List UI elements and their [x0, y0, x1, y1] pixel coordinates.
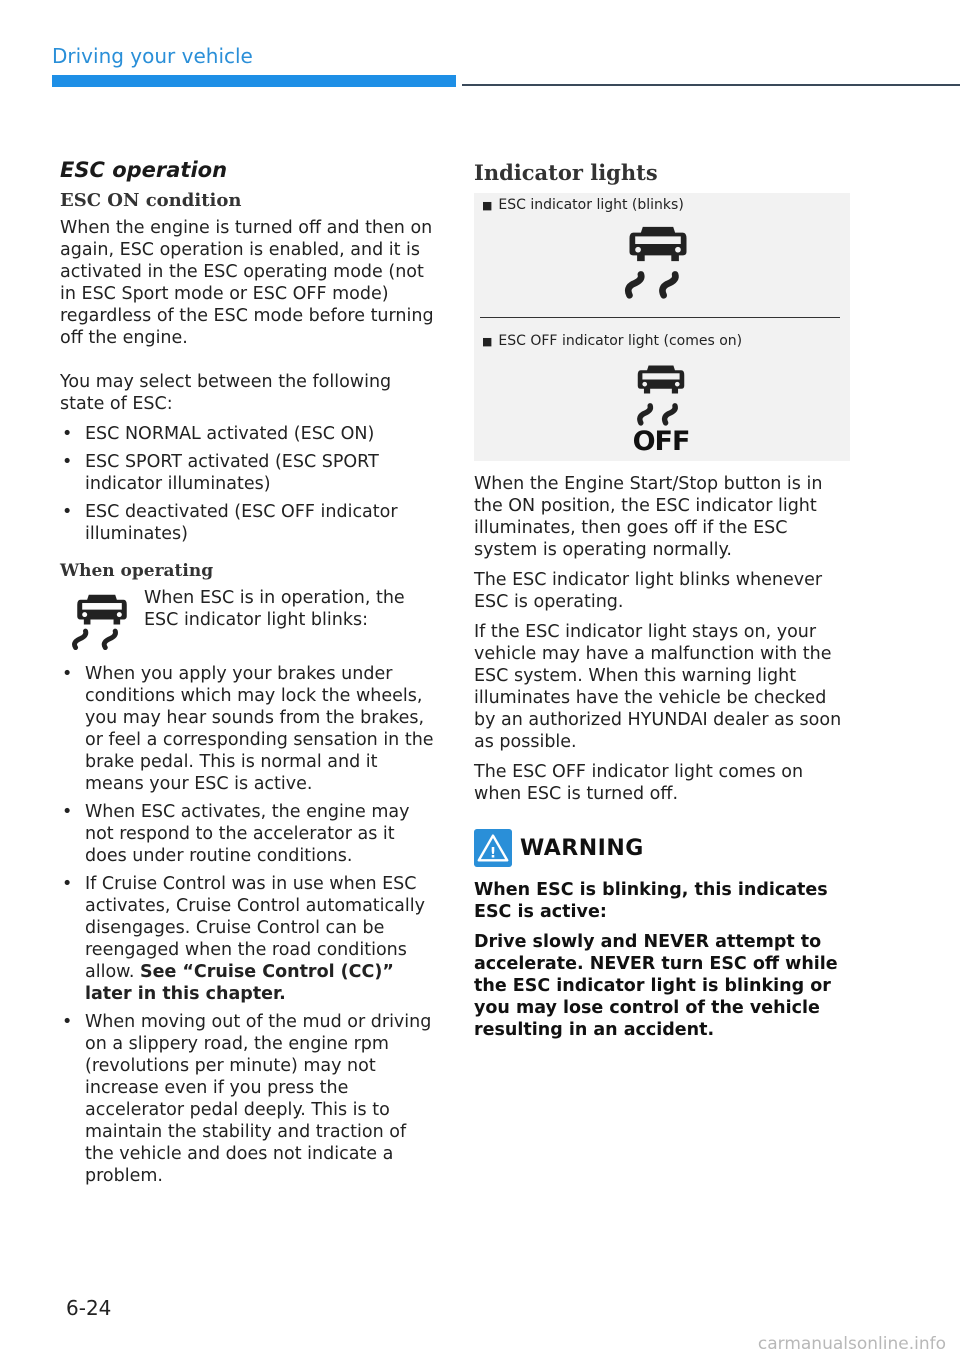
when-operating-text: When ESC is in operation, the ESC indicator light blinks: — [144, 588, 405, 630]
indicator-paragraph: If the ESC indicator light stays on, your vehicle may have a malfunction with the ESC system. When this warning light illuminates have the vehicle be checked by an authorized HYUNDAI dealer as soon as possible. — [474, 622, 842, 752]
esc-operation-heading: ESC operation — [60, 158, 228, 182]
list-item: • When moving out of the mud or driving on a slippery road, the engine rpm (revolutions per minute) may not increase even if you press the accelerator pedal deeply. This is to maintain the stability and traction of the vehicle and does not indicate a problem. — [60, 1011, 440, 1187]
header-rule — [462, 84, 960, 86]
right-column — [474, 158, 850, 1049]
section-title: Driving your vehicle — [52, 44, 253, 68]
watermark: carmanualsonline.info — [757, 1334, 946, 1354]
panel-divider — [480, 317, 840, 318]
indicator-paragraph: The ESC OFF indicator light comes on when ESC is turned off. — [474, 762, 804, 804]
warning-line: When ESC is blinking, this indicates ESC is active: — [474, 880, 828, 922]
off-label: OFF — [632, 426, 690, 457]
esc-off-indicator-caption: ■ ESC OFF indicator light (comes on) — [482, 333, 743, 349]
indicator-paragraph: When the Engine Start/Stop button is in the ON position, the ESC indicator light illuminates, then goes off if the ESC system is operating normally. — [474, 474, 823, 560]
list-item: • ESC SPORT activated (ESC SPORT indicator illuminates) — [60, 451, 440, 495]
indicator-paragraph: The ESC indicator light blinks whenever ESC is operating. — [474, 570, 823, 612]
esc-off-indicator-icon — [626, 361, 696, 455]
warning-triangle-icon — [474, 829, 512, 867]
warning-title: WARNING — [520, 835, 644, 861]
page-number: 6-24 — [66, 1296, 112, 1320]
when-operating-heading: When operating — [60, 561, 214, 581]
esc-state-intro: You may select between the following state of ESC: — [60, 372, 392, 414]
indicator-panel — [474, 193, 850, 461]
esc-on-condition-heading: ESC ON condition — [60, 190, 242, 211]
list-item-text: If Cruise Control was in use when ESC activates, Cruise Control automatically disengages. Cruise Control can be reengaged when the road conditions allow. — [85, 874, 425, 982]
esc-on-paragraph: When the engine is turned off and then on again, ESC operation is enabled, and it is activated in the ESC operating mode (not in ESC Sport mode or ESC OFF mode) regardless of the ESC mode before turning off the engine. — [60, 218, 434, 348]
cross-reference: See “Cruise Control (CC)” later in this chapter. — [85, 962, 394, 1004]
indicator-lights-heading: Indicator lights — [474, 160, 658, 185]
esc-skid-car-icon — [60, 587, 144, 651]
warning-header — [474, 829, 850, 867]
esc-state-list — [60, 423, 440, 545]
list-item — [60, 873, 440, 1005]
operation-notes-list — [60, 663, 440, 1187]
list-item: • When you apply your brakes under conditions which may lock the wheels, you may hear sounds from the brakes, or feel a corresponding sensation in the brake pedal. This is normal and it means your ESC is active. — [60, 663, 440, 795]
warning-line: Drive slowly and NEVER attempt to accelerate. NEVER turn ESC off while the ESC indicator light is blinking or you may lose control of the vehicle resulting in an accident. — [474, 932, 838, 1040]
warning-box — [474, 829, 850, 1041]
list-item: • ESC NORMAL activated (ESC ON) — [60, 423, 440, 445]
header-accent-bar — [52, 75, 456, 87]
list-item: • When ESC activates, the engine may not respond to the accelerator as it does under routine conditions. — [60, 801, 440, 867]
left-column — [60, 158, 440, 1195]
list-item: • ESC deactivated (ESC OFF indicator illuminates) — [60, 501, 440, 545]
svg-text:!: ! — [489, 845, 497, 862]
when-operating-block — [60, 587, 440, 651]
esc-indicator-icon — [620, 225, 696, 305]
esc-indicator-caption: ■ ESC indicator light (blinks) — [482, 197, 684, 213]
